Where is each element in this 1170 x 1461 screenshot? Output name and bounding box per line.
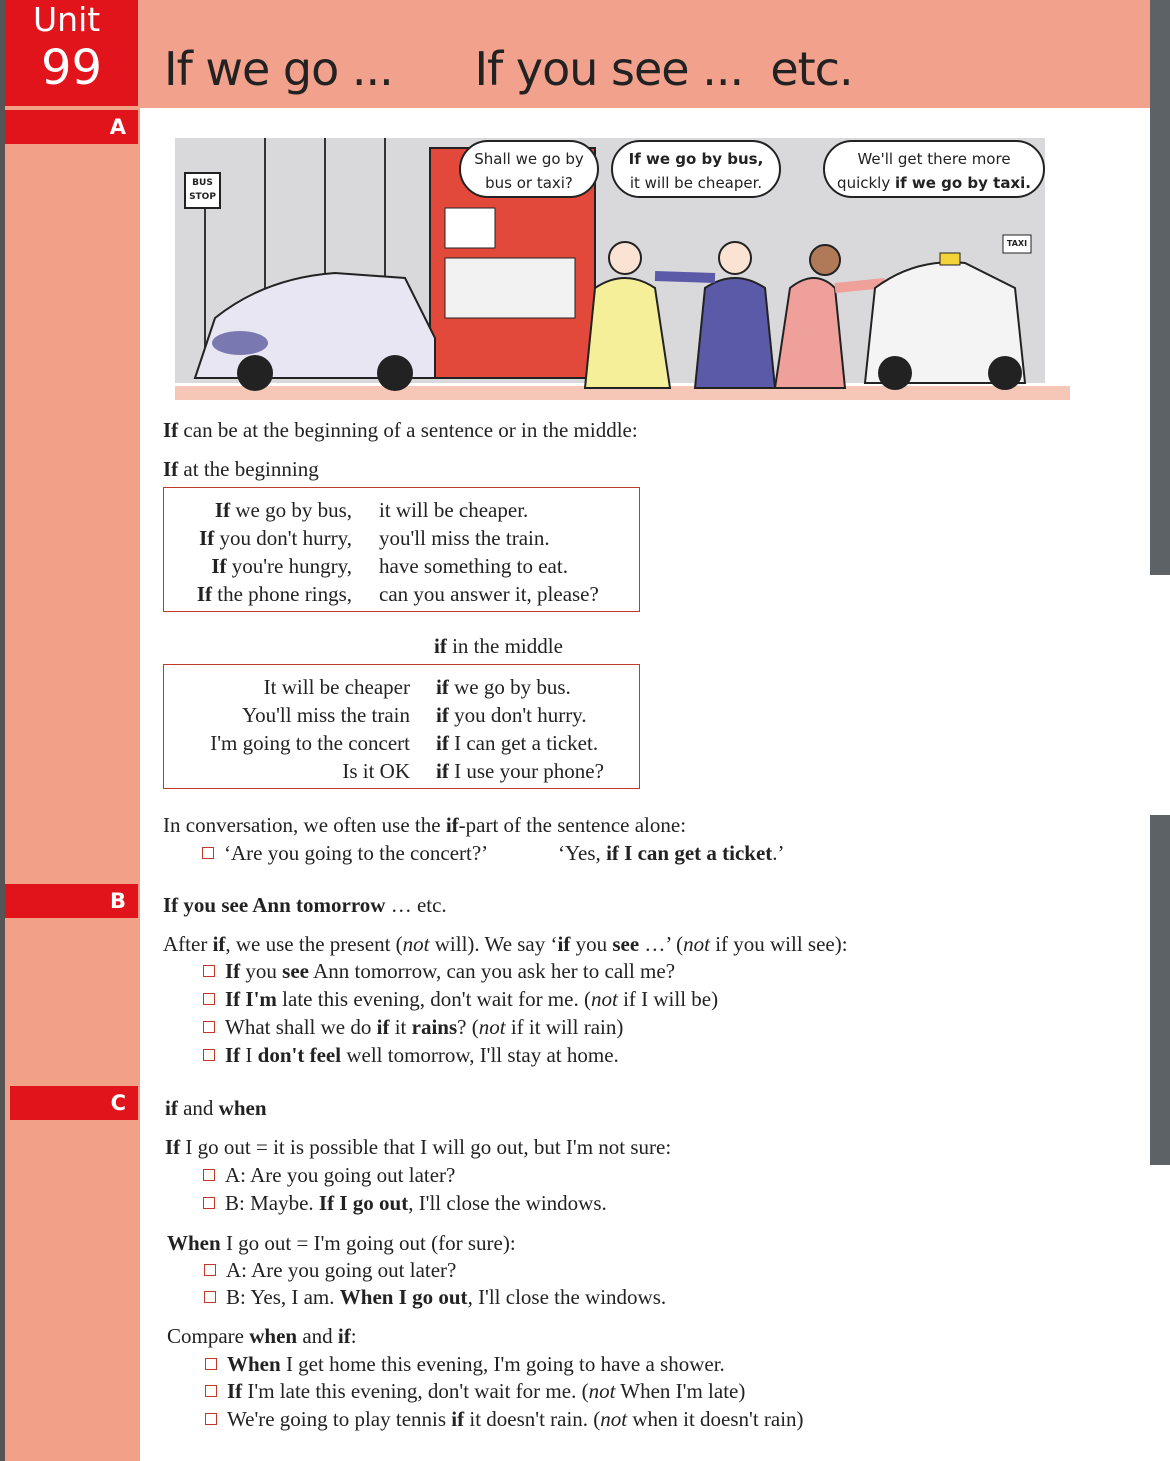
page-title: If we go ... If you see ... etc. — [164, 42, 853, 96]
text-segment: Is it OK — [342, 759, 410, 783]
text-segment: Ann tomorrow, can you ask her to call me? — [309, 959, 676, 983]
text-segment: If — [225, 959, 241, 983]
text-segment: not — [683, 932, 710, 956]
text-segment: I — [240, 1043, 258, 1067]
clause-main — [436, 758, 604, 784]
text-segment: don't feel — [257, 1043, 342, 1067]
section-c-heading — [165, 1095, 267, 1121]
clause-if — [211, 553, 352, 579]
clause-if — [342, 758, 410, 784]
text-segment: If — [214, 498, 231, 522]
text-segment: If — [163, 418, 179, 442]
text-segment: I get home this evening, I'm going to have a shower. — [280, 1352, 725, 1376]
unit-number: 99 — [41, 40, 103, 96]
text-segment: I use your phone? — [448, 759, 604, 783]
section-a-intro — [163, 417, 638, 443]
text-segment: late this evening, don't wait for me. ( — [276, 987, 591, 1011]
text-segment: In conversation, we often use the — [163, 813, 446, 837]
page-edge — [1150, 0, 1170, 575]
unit-badge — [5, 0, 138, 106]
text-segment: If — [225, 1043, 241, 1067]
example-item — [203, 986, 718, 1012]
speech-bubble-bus — [611, 140, 781, 198]
text-segment: if I can get a ticket — [606, 841, 773, 865]
clause-main — [379, 553, 568, 579]
clause-if — [264, 674, 410, 700]
example-item — [203, 1190, 607, 1216]
text-segment: Compare — [167, 1324, 250, 1348]
clause-main — [379, 497, 528, 523]
text-segment: When I'm late) — [615, 1379, 746, 1403]
clause-if — [242, 702, 410, 728]
text-segment: What shall we do — [225, 1015, 377, 1039]
clause-if — [215, 497, 352, 523]
text-segment: when — [218, 1096, 267, 1120]
text-segment: in the middle — [446, 634, 563, 658]
text-segment: if I will be) — [617, 987, 719, 1011]
text-segment: , I'll close the windows. — [408, 1191, 607, 1215]
conversation-example — [202, 840, 488, 866]
compare-heading — [167, 1323, 357, 1349]
clause-if — [199, 525, 352, 551]
text-segment: If — [196, 582, 213, 606]
text-segment: and — [297, 1324, 338, 1348]
text-segment: Are you going out later? — [246, 1163, 456, 1187]
text-segment: if — [434, 634, 447, 658]
text-segment: I go out = it is possible that I will go out, but I'm not sure: — [180, 1135, 672, 1159]
bullet-box-icon — [205, 1358, 217, 1370]
text-segment: if — [436, 703, 449, 727]
text-segment: I can get a ticket. — [448, 731, 599, 755]
text-segment: If we go by bus, — [628, 150, 764, 168]
text-segment: the phone rings, — [212, 582, 352, 606]
text-segment: can you answer it, please? — [379, 582, 599, 606]
text-segment: see — [282, 959, 309, 983]
text-segment: I'm going to the concert — [210, 731, 410, 755]
text-segment: will). We say ‘ — [429, 932, 558, 956]
text-segment: If you see Ann tomorrow — [163, 893, 386, 917]
taxi-sign-text: TAXI — [1006, 239, 1028, 248]
text-segment: If I'm — [225, 987, 277, 1011]
text-segment: when — [249, 1324, 298, 1348]
example-item — [203, 1162, 455, 1188]
bullet-box-icon — [205, 1413, 217, 1425]
text-segment: not — [402, 932, 430, 956]
text-segment: if — [165, 1096, 178, 1120]
bullet-box-icon — [203, 1021, 215, 1033]
text-segment: if we go by taxi. — [895, 174, 1031, 192]
text-segment: it will be cheaper. — [629, 174, 763, 192]
if-definition — [165, 1134, 671, 1160]
clause-main — [379, 525, 550, 551]
illustration — [175, 138, 1070, 402]
text-segment: if — [436, 759, 449, 783]
text-segment: When — [167, 1231, 221, 1255]
if-middle-label — [434, 633, 563, 659]
text-segment: if — [337, 1324, 351, 1348]
page-edge — [1150, 815, 1170, 1165]
text-segment: you don't hurry, — [214, 526, 352, 550]
left-margin-bar — [0, 0, 140, 1461]
text-segment: If — [199, 526, 215, 550]
text-segment: if — [557, 932, 571, 956]
section-tab-c: C — [10, 1086, 138, 1120]
text-segment: We'll get there more — [857, 150, 1011, 168]
conversation-note — [163, 812, 686, 838]
example-item — [204, 1257, 456, 1283]
text-segment: not — [588, 1379, 616, 1403]
text-segment: We're going to play tennis — [227, 1407, 452, 1431]
unit-label: Unit — [33, 0, 101, 39]
bullet-box-icon — [203, 1197, 215, 1209]
bullet-box-icon — [203, 1169, 215, 1181]
example-item — [203, 1042, 619, 1068]
text-segment: if — [451, 1407, 465, 1431]
text-segment: it will be cheaper. — [379, 498, 529, 522]
text-segment: quickly — [837, 174, 895, 192]
text-segment: Are you going out later? — [247, 1258, 457, 1282]
example-item — [203, 958, 675, 984]
when-definition — [167, 1230, 516, 1256]
text-segment: we go by bus, — [230, 498, 352, 522]
text-segment: When I go out — [339, 1285, 468, 1309]
text-segment: Shall we go by — [474, 150, 584, 168]
if-middle-box — [163, 664, 640, 789]
section-b-heading — [163, 892, 447, 918]
text-segment: You'll miss the train — [242, 703, 410, 727]
text-segment: if it will rain) — [505, 1015, 624, 1039]
text-segment: you don't hurry. — [448, 703, 587, 727]
section-tab-b: B — [5, 884, 138, 918]
text-segment: you — [240, 959, 283, 983]
bullet-box-icon — [202, 847, 214, 859]
text-segment: you'll miss the train. — [379, 526, 550, 550]
text-segment: if — [212, 932, 226, 956]
example-item — [205, 1351, 725, 1377]
example-item — [205, 1406, 804, 1432]
clause-main — [436, 674, 571, 700]
bullet-box-icon — [204, 1291, 216, 1303]
speech-bubble-taxi — [823, 140, 1045, 198]
text-segment: if — [445, 813, 459, 837]
bullet-box-icon — [203, 993, 215, 1005]
example-item — [203, 1014, 623, 1040]
text-segment: ‘Are you going to the concert?’ — [224, 841, 489, 865]
text-segment: If — [211, 554, 227, 578]
clause-main — [436, 730, 598, 756]
section-tab-a: A — [5, 110, 138, 144]
text-segment: ? ( — [457, 1015, 479, 1039]
text-segment: we go by bus. — [448, 675, 571, 699]
text-segment: , we use the present ( — [225, 932, 403, 956]
clause-if — [210, 730, 410, 756]
section-b-intro — [163, 931, 848, 957]
text-segment: I go out = I'm going out (for sure): — [220, 1231, 516, 1255]
text-segment: B: — [225, 1191, 245, 1215]
bullet-box-icon — [203, 1049, 215, 1061]
text-segment: Maybe. — [244, 1191, 319, 1215]
text-segment: if — [436, 675, 449, 699]
text-segment: and — [177, 1096, 219, 1120]
clause-main — [436, 702, 587, 728]
text-segment: B: — [226, 1285, 246, 1309]
text-segment: Yes, I am. — [245, 1285, 340, 1309]
text-segment: if — [376, 1015, 390, 1039]
text-segment: If I go out — [318, 1191, 409, 1215]
text-segment: you — [570, 932, 613, 956]
clause-if — [197, 581, 352, 607]
text-segment: .’ — [772, 841, 785, 865]
text-segment: A: — [226, 1258, 247, 1282]
bus-stop-sign-text: BUS STOP — [189, 178, 216, 202]
text-segment: when it doesn't rain) — [627, 1407, 804, 1431]
text-segment: it doesn't rain. ( — [464, 1407, 601, 1431]
bullet-box-icon — [205, 1385, 217, 1397]
text-segment: After — [163, 932, 213, 956]
text-segment: … etc. — [385, 893, 447, 917]
text-segment: you're hungry, — [226, 554, 352, 578]
text-segment: …’ ( — [639, 932, 684, 956]
text-segment: ‘Yes, — [558, 841, 607, 865]
bullet-box-icon — [203, 965, 215, 977]
example-item — [205, 1378, 745, 1404]
text-segment: If — [163, 457, 179, 481]
text-segment: It will be cheaper — [263, 675, 410, 699]
text-segment: see — [612, 932, 640, 956]
speech-bubble-question — [459, 140, 599, 198]
text-segment: if — [436, 731, 449, 755]
text-segment: If — [165, 1135, 181, 1159]
text-segment: if you will see): — [709, 932, 848, 956]
text-segment: : — [350, 1324, 357, 1348]
text-segment: bus or taxi? — [485, 174, 573, 192]
if-beginning-label — [163, 456, 319, 482]
text-segment: not — [600, 1407, 628, 1431]
text-segment: have something to eat. — [379, 554, 568, 578]
text-segment: , I'll close the windows. — [467, 1285, 667, 1309]
clause-main — [379, 581, 599, 607]
text-segment: not — [478, 1015, 506, 1039]
bullet-box-icon — [204, 1264, 216, 1276]
text-segment: When — [227, 1352, 281, 1376]
text-segment: I'm late this evening, don't wait for me. ( — [242, 1379, 589, 1403]
text-segment: it — [389, 1015, 412, 1039]
text-segment: can be at the beginning of a sentence or in the middle: — [178, 418, 638, 442]
text-segment: -part of the sentence alone: — [458, 813, 687, 837]
text-segment: If — [227, 1379, 243, 1403]
if-beginning-box — [163, 487, 640, 612]
text-segment: well tomorrow, I'll stay at home. — [341, 1043, 619, 1067]
text-segment: A: — [225, 1163, 246, 1187]
text-segment: rains — [411, 1015, 458, 1039]
example-item — [204, 1284, 666, 1310]
conversation-answer — [558, 840, 785, 866]
text-segment: not — [590, 987, 618, 1011]
text-segment: at the beginning — [178, 457, 319, 481]
